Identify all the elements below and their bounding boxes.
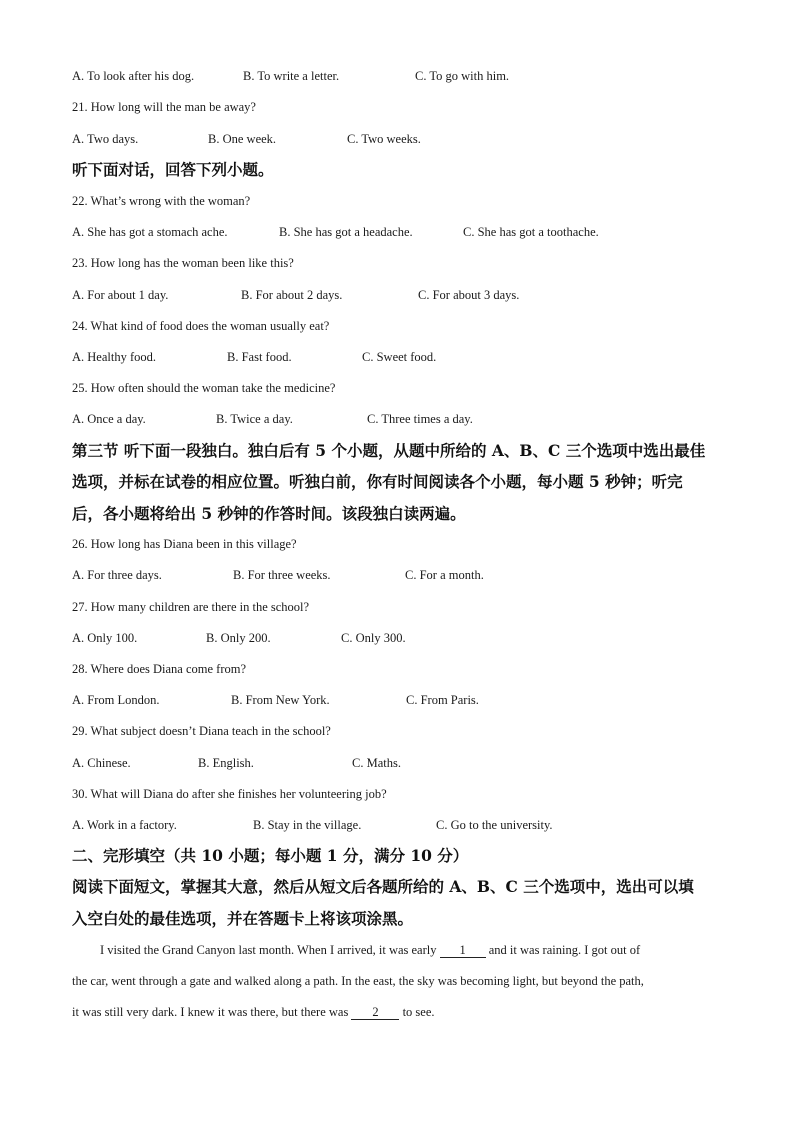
section3-instruction-line: 后，各小题将给出 5 秒钟的作答时间。该段独白读两遍。 (72, 504, 466, 523)
option-b: B. Only 200. (206, 631, 271, 645)
section3-instruction-line: 选项，并标在试卷的相应位置。听独白前，你有时间阅读各个小题，每小题 5 秒钟；听完 (72, 472, 683, 491)
option-b: B. From New York. (231, 693, 330, 707)
option-a: A. She has got a stomach ache. (72, 225, 228, 239)
question-24: 24. What kind of food does the woman usually eat? (72, 319, 330, 333)
option-b: B. Fast food. (227, 350, 292, 364)
question-25: 25. How often should the woman take the medicine? (72, 381, 336, 395)
question-21: 21. How long will the man be away? (72, 100, 256, 114)
option-c: C. Three times a day. (367, 412, 473, 426)
option-c: C. For a month. (405, 568, 484, 582)
passage-text: I visited the Grand Canyon last month. When I arrived, it was early (100, 943, 437, 957)
option-c: C. Sweet food. (362, 350, 437, 364)
option-a: A. Chinese. (72, 756, 131, 770)
option-b: B. For three weeks. (233, 568, 331, 582)
passage-text: to see. (402, 1005, 435, 1019)
cloze-instruction-line: 入空白处的最佳选项，并在答题卡上将该项涂黑。 (72, 909, 414, 928)
option-c: C. Maths. (352, 756, 401, 770)
option-b: B. English. (198, 756, 254, 770)
question-27: 27. How many children are there in the school? (72, 600, 310, 614)
passage-text: and it was raining. I got out of (488, 943, 641, 957)
option-b: B. One week. (208, 132, 277, 146)
question-30: 30. What will Diana do after she finishes her volunteering job? (72, 787, 387, 801)
option-c: C. For about 3 days. (418, 288, 520, 302)
option-a: A. For about 1 day. (72, 288, 169, 302)
cloze-instruction-line: 阅读下面短文，掌握其大意，然后从短文后各题所给的 A、B、C 三个选项中，选出可以填 (72, 877, 694, 896)
question-23: 23. How long has the woman been like this? (72, 256, 294, 270)
blank-1: 1 (440, 943, 486, 958)
option-c: C. She has got a toothache. (463, 225, 599, 239)
cloze-heading: 二、完形填空（共 10 小题；每小题 1 分，满分 10 分） (72, 846, 469, 865)
option-b: B. She has got a headache. (279, 225, 413, 239)
option-b: B. For about 2 days. (241, 288, 343, 302)
option-c: C. Two weeks. (347, 132, 421, 146)
option-a: A. To look after his dog. (72, 69, 195, 83)
dialog-heading: 听下面对话，回答下列小题。 (72, 160, 274, 179)
passage-line-1 (100, 942, 745, 958)
question-26: 26. How long has Diana been in this village? (72, 537, 297, 551)
passage-line-3 (72, 1004, 717, 1020)
option-a: A. Two days. (72, 132, 139, 146)
passage-line-2: the car, went through a gate and walked along a path. In the east, the sky was becoming light, but beyond the path, (72, 974, 644, 988)
passage-text: it was still very dark. I knew it was there, but there was (72, 1005, 349, 1019)
option-c: C. Go to the university. (436, 818, 553, 832)
option-c: C. Only 300. (341, 631, 406, 645)
option-b: B. To write a letter. (243, 69, 340, 83)
option-a: A. For three days. (72, 568, 162, 582)
section3-instruction-line: 第三节 听下面一段独白。独白后有 5 个小题，从题中所给的 A、B、C 三个选项中选出最佳 (72, 441, 706, 460)
option-a: A. Only 100. (72, 631, 138, 645)
option-a: A. Healthy food. (72, 350, 157, 364)
option-a: A. Work in a factory. (72, 818, 177, 832)
option-a: A. Once a day. (72, 412, 146, 426)
option-a: A. From London. (72, 693, 160, 707)
blank-2: 2 (351, 1005, 399, 1020)
question-22: 22. What’s wrong with the woman? (72, 194, 251, 208)
question-29: 29. What subject doesn’t Diana teach in the school? (72, 724, 331, 738)
option-c: C. To go with him. (415, 69, 510, 83)
option-b: B. Stay in the village. (253, 818, 362, 832)
question-28: 28. Where does Diana come from? (72, 662, 247, 676)
option-c: C. From Paris. (406, 693, 479, 707)
option-b: B. Twice a day. (216, 412, 293, 426)
